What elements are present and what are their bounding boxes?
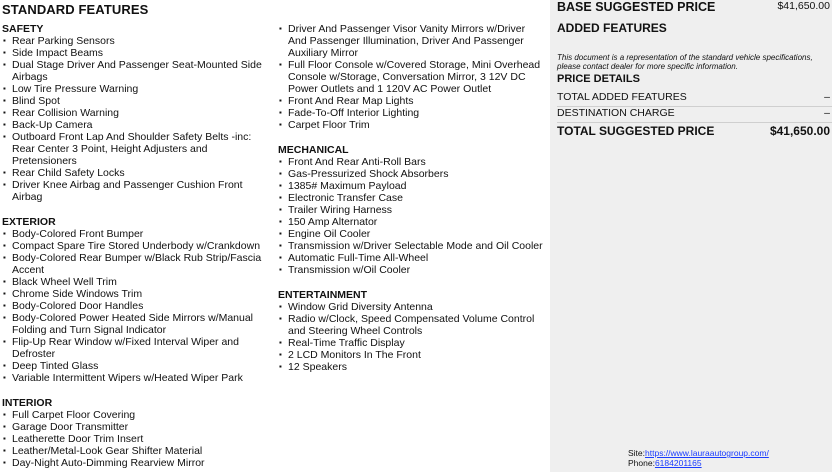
total-suggested-price-row xyxy=(557,124,832,138)
destination-charge-row xyxy=(557,107,832,123)
feature-item: ▪ Variable Intermittent Wipers w/Heated Wiper Park xyxy=(2,372,270,384)
total-added-features-row xyxy=(557,91,832,107)
feature-item: ▪ Body-Colored Power Heated Side Mirrors w/Manual Folding and Turn Signal Indicator xyxy=(2,312,270,336)
feature-item: ▪ Black Wheel Well Trim xyxy=(2,276,270,288)
feature-item: ▪ 150 Amp Alternator xyxy=(278,216,546,228)
feature-item: ▪ Driver Knee Airbag and Passenger Cushion Front Airbag xyxy=(2,179,270,203)
feature-item: ▪ Front And Rear Map Lights xyxy=(278,95,546,107)
feature-item: ▪ Day-Night Auto-Dimming Rearview Mirror xyxy=(2,457,270,469)
phone-link[interactable]: 6184201165 xyxy=(654,458,702,468)
feature-item: ▪ Electronic Transfer Case xyxy=(278,192,546,204)
feature-item: ▪ Flip-Up Rear Window w/Fixed Interval Wiper and Defroster xyxy=(2,336,270,360)
section-heading-interior: INTERIOR xyxy=(2,397,53,409)
total-added-features-label: TOTAL ADDED FEATURES xyxy=(557,91,687,103)
feature-list-interior xyxy=(2,409,270,469)
feature-item: ▪ Carpet Floor Trim xyxy=(278,119,546,131)
price-details-title: PRICE DETAILS xyxy=(557,73,640,85)
total-suggested-price-label: TOTAL SUGGESTED PRICE xyxy=(557,124,715,138)
features-column-2 xyxy=(278,23,546,373)
base-price-label: BASE SUGGESTED PRICE xyxy=(557,0,716,14)
base-price-row xyxy=(557,0,832,14)
destination-charge-value: – xyxy=(824,107,830,119)
feature-item: ▪ Driver And Passenger Visor Vanity Mirrors w/Driver And Passenger Illumination, Driver And Passenger Auxiliary Mirror xyxy=(278,23,546,59)
feature-item: ▪ 1385# Maximum Payload xyxy=(278,180,546,192)
feature-item: ▪ Outboard Front Lap And Shoulder Safety Belts -inc: Rear Center 3 Point, Height Adjusters and Pretensioners xyxy=(2,131,270,167)
feature-item: ▪ Rear Parking Sensors xyxy=(2,35,270,47)
feature-list-entertainment xyxy=(278,301,546,373)
total-added-features-value: – xyxy=(824,91,830,103)
section-heading-exterior: EXTERIOR xyxy=(2,216,56,228)
section-heading-mechanical: MECHANICAL xyxy=(278,144,349,156)
destination-charge-label: DESTINATION CHARGE xyxy=(557,107,675,119)
feature-item: ▪ Rear Child Safety Locks xyxy=(2,167,270,179)
feature-item: ▪ Transmission w/Oil Cooler xyxy=(278,264,546,276)
feature-item: ▪ Real-Time Traffic Display xyxy=(278,337,546,349)
feature-item: ▪ Compact Spare Tire Stored Underbody w/Crankdown xyxy=(2,240,270,252)
section-spacer xyxy=(2,384,270,397)
dealer-contact xyxy=(628,448,769,468)
section-heading-safety: SAFETY xyxy=(2,23,44,35)
price-sidebar xyxy=(550,0,832,472)
base-price-value: $41,650.00 xyxy=(777,0,830,12)
feature-item: ▪ Rear Collision Warning xyxy=(2,107,270,119)
feature-item: ▪ Full Carpet Floor Covering xyxy=(2,409,270,421)
feature-item: ▪ Leather/Metal-Look Gear Shifter Material xyxy=(2,445,270,457)
total-suggested-price-value: $41,650.00 xyxy=(769,124,830,138)
site-label: Site: xyxy=(628,448,646,458)
feature-item: ▪ Body-Colored Door Handles xyxy=(2,300,270,312)
site-link[interactable]: https://www.lauraautogroup.com/ xyxy=(645,448,769,458)
feature-item: ▪ Engine Oil Cooler xyxy=(278,228,546,240)
feature-item: ▪ Fade-To-Off Interior Lighting xyxy=(278,107,546,119)
added-features-title: ADDED FEATURES xyxy=(557,21,667,35)
feature-item: ▪ Blind Spot xyxy=(2,95,270,107)
section-heading-entertainment: ENTERTAINMENT xyxy=(278,289,368,301)
feature-item: ▪ Side Impact Beams xyxy=(2,47,270,59)
phone-label: Phone: xyxy=(628,458,655,468)
feature-list-continued xyxy=(278,23,546,131)
feature-item: ▪ Back-Up Camera xyxy=(2,119,270,131)
feature-item: ▪ Full Floor Console w/Covered Storage, Mini Overhead Console w/Storage, Conversation Mirror, 3 12V DC Power Outlets and 1 120V AC Power Outlet xyxy=(278,59,546,95)
feature-item: ▪ Chrome Side Windows Trim xyxy=(2,288,270,300)
section-spacer xyxy=(278,276,546,289)
feature-list-mechanical xyxy=(278,156,546,276)
feature-list-safety xyxy=(2,35,270,203)
feature-item: ▪ Trailer Wiring Harness xyxy=(278,204,546,216)
feature-item: ▪ Automatic Full-Time All-Wheel xyxy=(278,252,546,264)
feature-item: ▪ Dual Stage Driver And Passenger Seat-Mounted Side Airbags xyxy=(2,59,270,83)
feature-item: ▪ Body-Colored Rear Bumper w/Black Rub Strip/Fascia Accent xyxy=(2,252,270,276)
features-column-1 xyxy=(2,23,270,469)
section-spacer xyxy=(2,203,270,216)
feature-item: ▪ Low Tire Pressure Warning xyxy=(2,83,270,95)
feature-item: ▪ Deep Tinted Glass xyxy=(2,360,270,372)
feature-item: ▪ 2 LCD Monitors In The Front xyxy=(278,349,546,361)
feature-item: ▪ Window Grid Diversity Antenna xyxy=(278,301,546,313)
site-line xyxy=(628,448,769,458)
feature-list-exterior xyxy=(2,228,270,384)
section-spacer xyxy=(278,131,546,144)
feature-item: ▪ Transmission w/Driver Selectable Mode and Oil Cooler xyxy=(278,240,546,252)
feature-item: ▪ Gas-Pressurized Shock Absorbers xyxy=(278,168,546,180)
feature-item: ▪ Front And Rear Anti-Roll Bars xyxy=(278,156,546,168)
page-title: STANDARD FEATURES xyxy=(2,2,149,17)
feature-item: ▪ Body-Colored Front Bumper xyxy=(2,228,270,240)
disclaimer-text: This document is a representation of the standard vehicle specifications, please contact dealer for more specific information. xyxy=(557,53,813,71)
feature-item: ▪ Radio w/Clock, Speed Compensated Volume Control and Steering Wheel Controls xyxy=(278,313,546,337)
feature-item: ▪ Leatherette Door Trim Insert xyxy=(2,433,270,445)
feature-item: ▪ 12 Speakers xyxy=(278,361,546,373)
feature-item: ▪ Garage Door Transmitter xyxy=(2,421,270,433)
phone-line xyxy=(628,458,769,468)
